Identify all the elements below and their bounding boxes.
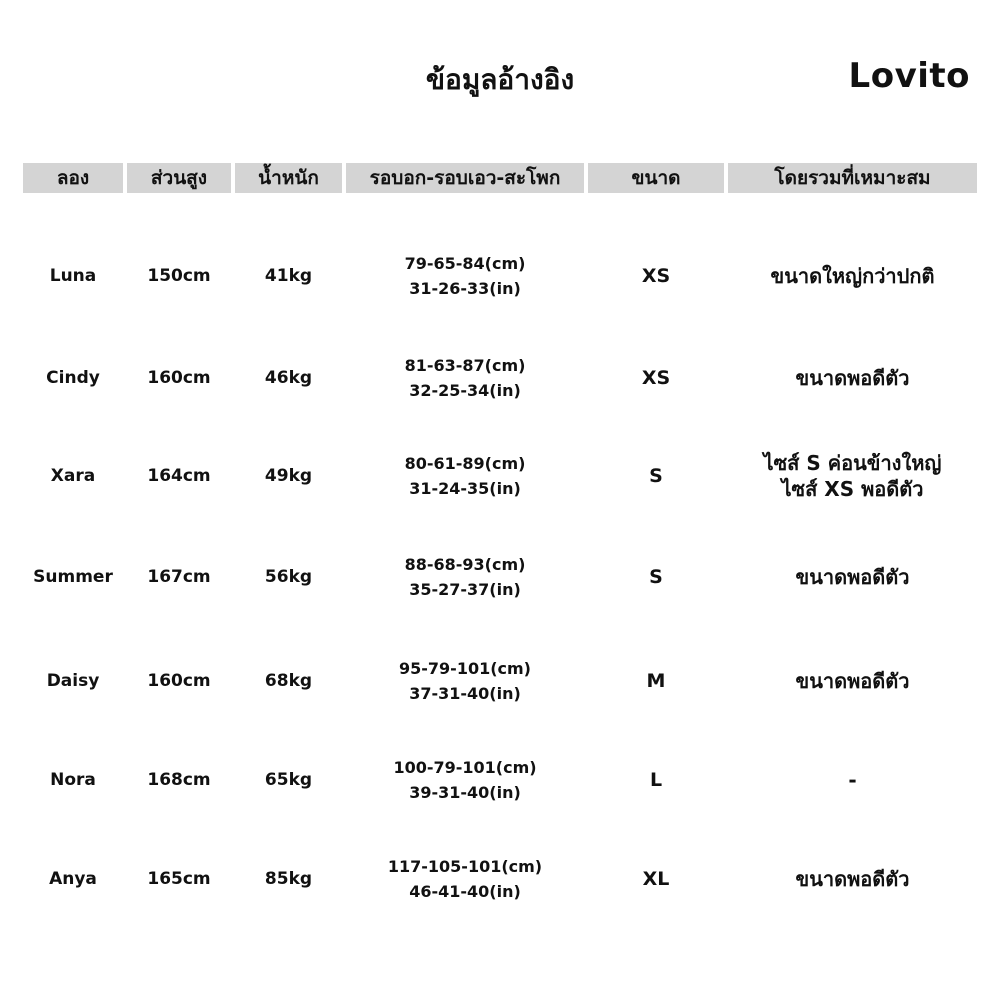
model-size: M	[646, 670, 666, 692]
fit-line: ขนาดพอดีตัว	[795, 669, 910, 693]
model-height: 160cm	[147, 368, 211, 388]
model-weight: 68kg	[264, 671, 313, 691]
model-size: XS	[641, 265, 671, 287]
model-fit	[728, 849, 977, 909]
fit-line: ไซส์ S ค่อนข้างใหญ่	[763, 451, 942, 475]
measurements-in: 37-31-40(in)	[409, 684, 521, 703]
measurements-cm: 117-105-101(cm)	[387, 857, 543, 876]
model-fit	[728, 348, 977, 408]
model-size: XL	[642, 868, 670, 890]
header-weight: น้ำหนัก	[235, 163, 342, 193]
header-model: ลอง	[23, 163, 123, 193]
fit-line: ขนาดใหญ่กว่าปกติ	[770, 264, 935, 288]
measurements-cm: 80-61-89(cm)	[404, 454, 526, 473]
model-fit	[728, 446, 977, 506]
model-name: Cindy	[46, 368, 100, 388]
model-fit	[728, 547, 977, 607]
page-title: ข้อมูลอ้างอิง	[425, 63, 575, 96]
measurements-in: 39-31-40(in)	[409, 783, 521, 802]
model-height: 160cm	[147, 671, 211, 691]
fit-line: ขนาดพอดีตัว	[795, 867, 910, 891]
model-size: S	[649, 566, 663, 588]
measurements-cm: 81-63-87(cm)	[404, 356, 526, 375]
header-size: ขนาด	[588, 163, 724, 193]
table-row	[0, 348, 1000, 408]
measurements-cm: 79-65-84(cm)	[404, 254, 526, 273]
fit-line: -	[848, 768, 857, 792]
model-height: 150cm	[147, 266, 211, 286]
model-weight: 41kg	[264, 266, 313, 286]
model-name: Xara	[50, 466, 96, 486]
fit-line: ไซส์ XS พอดีตัว	[781, 477, 924, 501]
model-fit	[728, 651, 977, 711]
model-weight: 85kg	[264, 869, 313, 889]
model-size: XS	[641, 367, 671, 389]
model-height: 165cm	[147, 869, 211, 889]
model-measurements	[346, 246, 584, 306]
model-name: Anya	[49, 869, 97, 889]
model-measurements	[346, 446, 584, 506]
brand-logo: Lovito	[848, 56, 970, 96]
table-header	[0, 163, 1000, 193]
measurements-cm: 100-79-101(cm)	[393, 758, 537, 777]
table-row	[0, 750, 1000, 810]
fit-line: ขนาดพอดีตัว	[795, 366, 910, 390]
table-row	[0, 547, 1000, 607]
model-weight: 46kg	[264, 368, 313, 388]
measurements-in: 31-24-35(in)	[409, 479, 521, 498]
model-size: S	[649, 465, 663, 487]
model-weight: 49kg	[264, 466, 313, 486]
model-fit	[728, 750, 977, 810]
model-height: 164cm	[147, 466, 211, 486]
measurements-cm: 88-68-93(cm)	[404, 555, 526, 574]
header-measurements: รอบอก-รอบเอว-สะโพก	[346, 163, 584, 193]
measurements-in: 35-27-37(in)	[409, 580, 521, 599]
fit-line: ขนาดพอดีตัว	[795, 565, 910, 589]
model-name: Luna	[49, 266, 97, 286]
table-row	[0, 651, 1000, 711]
table-row	[0, 246, 1000, 306]
model-measurements	[346, 651, 584, 711]
model-name: Nora	[50, 770, 96, 790]
model-weight: 56kg	[264, 567, 313, 587]
model-height: 167cm	[147, 567, 211, 587]
model-fit	[728, 246, 977, 306]
table-row	[0, 446, 1000, 506]
measurements-in: 32-25-34(in)	[409, 381, 521, 400]
table-row	[0, 849, 1000, 909]
header-fit: โดยรวมที่เหมาะสม	[728, 163, 977, 193]
measurements-in: 31-26-33(in)	[409, 279, 521, 298]
model-measurements	[346, 348, 584, 408]
model-weight: 65kg	[264, 770, 313, 790]
model-name: Daisy	[46, 671, 100, 691]
model-measurements	[346, 849, 584, 909]
model-name: Summer	[33, 567, 113, 587]
model-measurements	[346, 547, 584, 607]
measurements-in: 46-41-40(in)	[409, 882, 521, 901]
header-height: ส่วนสูง	[127, 163, 231, 193]
model-measurements	[346, 750, 584, 810]
model-size: L	[649, 769, 663, 791]
model-height: 168cm	[147, 770, 211, 790]
measurements-cm: 95-79-101(cm)	[399, 659, 531, 678]
